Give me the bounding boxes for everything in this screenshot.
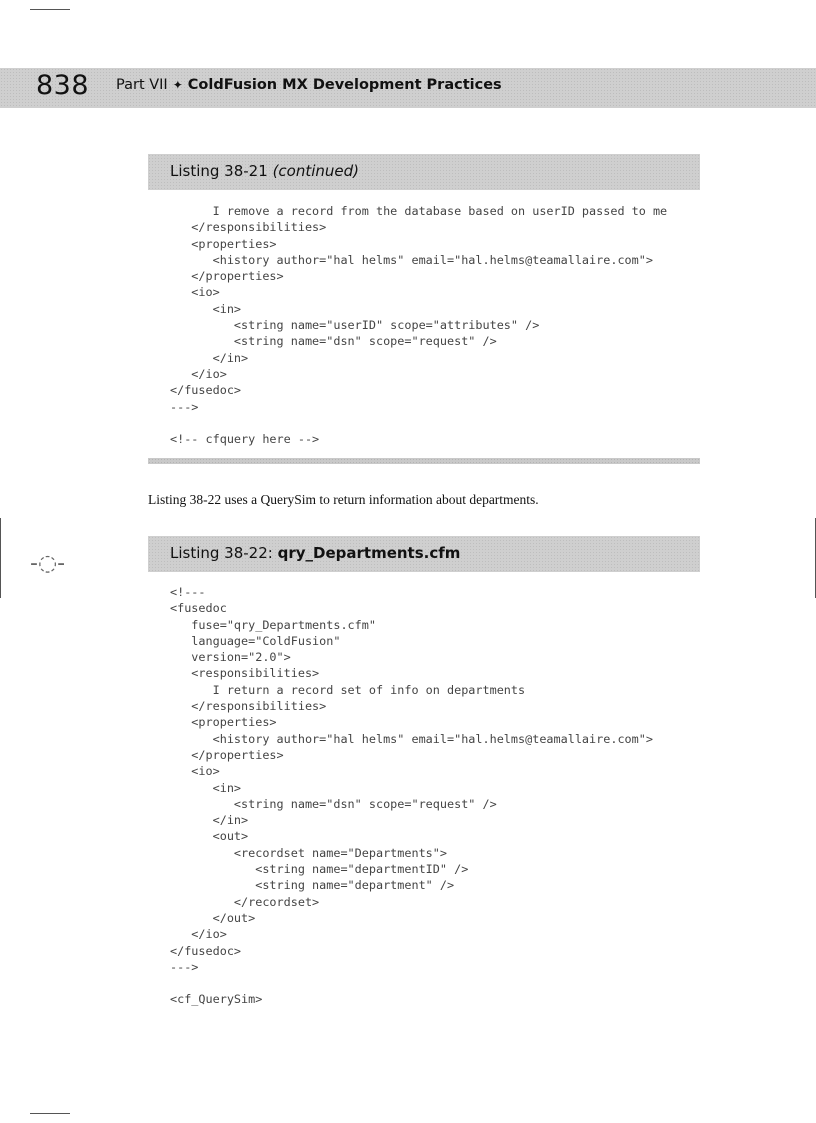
code-line: <responsibilities> bbox=[170, 666, 320, 681]
code-line bbox=[170, 415, 667, 431]
code-line: <in> bbox=[170, 301, 242, 316]
code-line: <properties> bbox=[170, 715, 277, 730]
code-line: </in> bbox=[170, 350, 249, 365]
code-line: <string name="department" /> bbox=[170, 878, 455, 893]
code-line: </responsibilities> bbox=[170, 220, 327, 235]
code-line: fuse="qry_Departments.cfm" bbox=[170, 617, 376, 632]
code-listing-38-22 bbox=[170, 584, 653, 1008]
code-line: </in> bbox=[170, 813, 249, 828]
code-line: <history author="hal helms" email="hal.helms@teamallaire.com"> bbox=[170, 252, 653, 267]
code-line: <string name="dsn" scope="request" /> bbox=[170, 796, 497, 811]
part-label: Part VII bbox=[116, 77, 168, 93]
code-line: language="ColdFusion" bbox=[170, 633, 341, 648]
code-line: </io> bbox=[170, 366, 227, 381]
code-line: <history author="hal helms" email="hal.helms@teamallaire.com"> bbox=[170, 731, 653, 746]
code-line: </recordset> bbox=[170, 894, 320, 909]
code-line: <in> bbox=[170, 780, 242, 795]
code-line: </out> bbox=[170, 910, 256, 925]
listing-title bbox=[170, 544, 460, 562]
code-line: <string name="departmentID" /> bbox=[170, 862, 469, 877]
code-line: <fusedoc bbox=[170, 601, 227, 616]
code-line: <string name="dsn" scope="request" /> bbox=[170, 334, 497, 349]
code-line: <cf_QuerySim> bbox=[170, 992, 263, 1007]
code-line: <io> bbox=[170, 764, 220, 779]
code-line: </responsibilities> bbox=[170, 699, 327, 714]
crop-mark-top bbox=[30, 9, 70, 10]
code-line: <out> bbox=[170, 829, 249, 844]
code-line: ---> bbox=[170, 959, 199, 974]
diamond-separator-icon: ✦ bbox=[172, 78, 183, 92]
crop-mark-bottom bbox=[30, 1113, 70, 1114]
listing-filename: qry_Departments.cfm bbox=[277, 544, 461, 562]
listing-continued: (continued) bbox=[272, 162, 360, 180]
listing-38-22-header bbox=[148, 536, 700, 572]
code-line: <!--- bbox=[170, 585, 206, 599]
code-line: <properties> bbox=[170, 236, 277, 251]
code-line: version="2.0"> bbox=[170, 650, 291, 665]
code-line: </properties> bbox=[170, 747, 284, 762]
registration-mark-icon: -◌- bbox=[30, 551, 66, 576]
listing-label: Listing 38-21 bbox=[170, 162, 268, 180]
code-line: </io> bbox=[170, 927, 227, 942]
code-line: <io> bbox=[170, 285, 220, 300]
chapter-part-title: ColdFusion MX Development Practices bbox=[187, 77, 502, 93]
code-line: I remove a record from the database based on userID passed to me bbox=[170, 204, 668, 218]
code-line: <string name="userID" scope="attributes" /> bbox=[170, 318, 540, 333]
code-line: <recordset name="Departments"> bbox=[170, 845, 447, 860]
code-line: <!-- cfquery here --> bbox=[170, 432, 320, 447]
listing-38-21-header bbox=[148, 154, 700, 190]
page-number: 838 bbox=[36, 70, 90, 101]
code-listing-38-21 bbox=[170, 203, 667, 447]
code-line: </properties> bbox=[170, 269, 284, 284]
code-line: ---> bbox=[170, 399, 199, 414]
code-line: </fusedoc> bbox=[170, 383, 242, 398]
listing-title bbox=[170, 162, 359, 180]
running-head bbox=[116, 77, 502, 93]
code-line: </fusedoc> bbox=[170, 943, 242, 958]
listing-label: Listing 38-22: bbox=[170, 544, 273, 562]
crop-mark-left bbox=[0, 518, 1, 598]
listing-end-rule bbox=[148, 458, 700, 464]
code-line bbox=[170, 975, 653, 991]
body-paragraph: Listing 38-22 uses a QuerySim to return information about departments. bbox=[148, 492, 539, 507]
code-line: I return a record set of info on departments bbox=[170, 682, 526, 697]
